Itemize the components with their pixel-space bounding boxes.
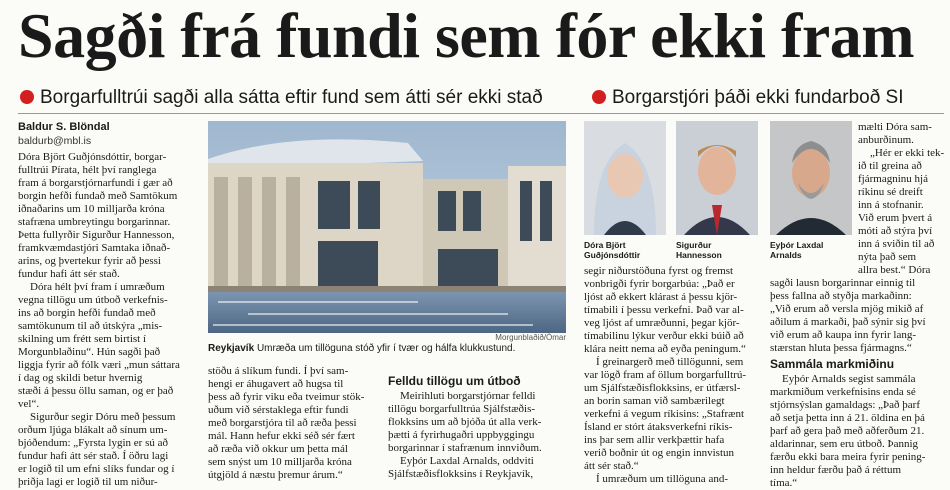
section-heading-2: Sammála markmiðinu [770, 357, 895, 371]
photo-credit: Morgunblaðið/Ómar [495, 333, 566, 342]
portrait-name-line: Dóra Björt [584, 240, 626, 250]
text-line: vel“. [18, 398, 40, 410]
text-line: tímabili í þessu verkefni. Það var al- [584, 304, 744, 316]
article-column-5 [770, 277, 946, 355]
text-line: inn heldur færðu það á réttum [770, 464, 902, 476]
bullet-dot-icon [592, 90, 606, 104]
portrait-caption-eythor [770, 240, 823, 260]
text-line: Meirihluti borgarstjórnar felldi [400, 390, 536, 402]
text-line: þætti á fyrirhugaðri uppbyggingu [388, 429, 535, 441]
text-line: vonbrigði fyrir borgarbúa: „Það er [584, 278, 735, 290]
text-line: þess fallna að styðja markaðinn: [770, 290, 912, 302]
city-hall-photo [208, 121, 566, 333]
subhead-1 [20, 85, 543, 111]
text-line: ríkinu sé dreift [858, 186, 923, 198]
text-line: móti að stýra því [858, 225, 933, 237]
text-line: er logið til um efni slíks fundar og í [18, 463, 175, 475]
text-line: var lögð fram af öllum borgarfulltrú- [584, 369, 746, 381]
text-line: tillögu borgarfulltrúa Sjálfstæðis- [388, 403, 536, 415]
text-line: um Sjálfstæðisflokksins, er útfærsl- [584, 382, 741, 394]
text-line: flokksins um að bjóða út alla verk- [388, 416, 542, 428]
portrait-name-line: Hannesson [676, 250, 722, 260]
caption-text: Umræða um tillöguna stóð yfir í tvær og hálfa klukkustund. [256, 343, 516, 354]
article-column-5b [770, 373, 946, 490]
text-line: borgin hefði fundað með Samtökum [18, 190, 178, 202]
text-line: hengi er áhugavert að hugsa til [208, 378, 344, 390]
article-column-2 [208, 365, 378, 482]
text-line: Í greinargerð með tillögunni, sem [596, 356, 744, 368]
text-line: í dag og skildi betur hvernig [18, 372, 143, 384]
text-line: við erum að kaupa inn fyrir lang- [770, 329, 917, 341]
text-line: arins, og þvertekur fyrir að þessi [18, 255, 161, 267]
text-line: borgarinnar í stafrænum innviðum. [388, 442, 542, 454]
text-line: þarf að gera það með aðferðum 21. [770, 425, 925, 437]
text-line: að setja þetta inn á 21. öldina en þá [770, 412, 925, 424]
portrait-name-line: Eyþór Laxdal [770, 240, 824, 250]
text-line: sagði lausn borgarinnar einnig til [770, 277, 916, 289]
text-line: bjóðendum: „Fyrsta lygin er sú að [18, 437, 169, 449]
text-line: ið til greina að [858, 160, 922, 172]
text-line: verkefni á vegum ríkisins: „Stafrænt [584, 408, 745, 420]
caption-lead: Reykjavík [208, 343, 255, 354]
text-line: framkvæmdastjóri Samtaka iðnað- [18, 242, 171, 254]
portrait-eythor [770, 121, 852, 235]
text-line: ins að borgin hefði fundað með [18, 307, 156, 319]
portrait-name-line: Sigurður [676, 240, 712, 250]
text-line: þriðja lagi er logið til um niður- [18, 476, 158, 488]
text-line: uðum við sérstaklega eftir fundi [208, 404, 349, 416]
text-line: nýta það sem [858, 251, 917, 263]
text-line: vegna tillögu um útboð verkefnis- [18, 294, 168, 306]
text-line: markmiðum verkefnisins enda sé [770, 386, 916, 398]
text-line: Dóra Björt Guðjónsdóttir, borgar- [18, 151, 167, 163]
text-line: fundur hafi átt sér stað. [18, 268, 120, 280]
text-line: stæði á þessu öllu saman, og er það [18, 385, 174, 397]
text-line: sem snýst um 10 milljarða króna [208, 456, 352, 468]
text-line: fram á borgarstjórnarfundi í gær að [18, 177, 173, 189]
portrait-sigurdur [676, 121, 758, 235]
article-column-4 [584, 265, 760, 486]
text-line: með borgarstjóra til að ræða þessi [208, 417, 357, 429]
text-line: Eyþór Arnalds segist sammála [782, 373, 916, 385]
subhead-2-text: Borgarstjóri þáði ekki fundarboð SI [612, 87, 904, 108]
subhead-1-text: Borgarfulltrúi sagði alla sátta eftir fund sem átti sér ekki stað [40, 87, 543, 108]
text-line: þess að fyrir viku eða tveimur stök- [208, 391, 365, 403]
text-line: að ræða við okkur um þetta mál [208, 443, 348, 455]
text-line: Morgunblaðinu“. Hún sagði það [18, 346, 161, 358]
text-line: „Við erum að versla mjög mikið af [770, 303, 924, 315]
byline-email: baldurb@mbl.is [18, 135, 92, 147]
headline: Sagði frá fundi sem fór ekki fram [18, 0, 915, 71]
text-line: aldarinnar, sem eru útboð. Þannig [770, 438, 919, 450]
text-line: stjórnsýslan gamaldags: „Það þarf [770, 399, 920, 411]
portrait-dora [584, 121, 666, 235]
text-line: skilning um frétt sem birtist í [18, 333, 147, 345]
text-line: anburðinum. [858, 134, 914, 146]
text-line: Þetta fullyrðir Sigurður Hannesson, [18, 229, 175, 241]
portrait-name-line: Arnalds [770, 250, 802, 260]
portrait-eythor-image [770, 121, 852, 235]
text-line: Sjálfstæðisflokksins í Reykjavík, [388, 468, 534, 480]
text-line: inn á sviðin til að [858, 238, 935, 250]
text-line: Eyþór Laxdal Arnalds, oddviti [400, 455, 534, 467]
text-line: Ísland er stórt átaksverkefni ríkis- [584, 421, 733, 433]
text-line: liggja fyrir að fólk væri „mun sáttara [18, 359, 180, 371]
article-column-5-top [858, 121, 946, 277]
city-hall-image [208, 121, 566, 333]
text-line: ljóst að ekkert klárast á þessu kjör- [584, 291, 738, 303]
text-line: fulltrúi Pírata, hélt því ranglega [18, 164, 157, 176]
text-line: Í umræðum um tillöguna and- [596, 473, 728, 485]
subhead-2 [592, 85, 904, 111]
article-column-3 [388, 390, 566, 481]
text-line: an borin saman við sambærilegt [584, 395, 725, 407]
text-line: iðnaðarins um 10 milljarða króna [18, 203, 165, 215]
portrait-caption-sigurdur [676, 240, 722, 260]
bullet-dot-icon [20, 90, 34, 104]
text-line: verið boðnir út og engin innvistun [584, 447, 735, 459]
text-line: stöðu á slíkum fundi. Í því sam- [208, 365, 349, 377]
text-line: útgjöld á næstu þremur árum.“ [208, 469, 343, 481]
text-line: Við erum þvert á [858, 212, 933, 224]
portrait-caption-dora [584, 240, 640, 260]
divider [18, 113, 944, 114]
text-line: Dóra hélt því fram í umræðum [30, 281, 165, 293]
text-line: inn á stofnanir. [858, 199, 924, 211]
text-line: færðu ekki bara meira fyrir pening- [770, 451, 926, 463]
text-line: tímabilinu lýkur verður ekki búið að [584, 330, 744, 342]
text-line: klára neitt nema að eyða peningum.“ [584, 343, 746, 355]
article-column-1 [18, 151, 198, 489]
text-line: orðum ljúga blákalt að sínum um- [18, 424, 168, 436]
text-line: átt sér stað.“ [584, 460, 639, 472]
text-line: „Hér er ekki tek- [870, 147, 945, 159]
text-line: stafræna umbreytingu borgarinnar. [18, 216, 171, 228]
byline-name: Baldur S. Blöndal [18, 121, 110, 133]
text-line: tíma.“ [770, 477, 798, 489]
text-line: mál. Hann hefur ekki séð sér fært [208, 430, 355, 442]
text-line: fjármagninu hjá [858, 173, 928, 185]
photo-caption [208, 342, 566, 355]
text-line: allra best.“ Dóra [858, 264, 931, 276]
text-line: samtökunum til að útskýra „mis- [18, 320, 163, 332]
text-line: aðilum á markaði, það sýnir sig því [770, 316, 926, 328]
section-heading-1: Felldu tillögu um útboð [388, 374, 521, 388]
portrait-name-line: Guðjónsdóttir [584, 250, 641, 260]
text-line: stærstan hluta þessa fjármagns.“ [770, 342, 912, 354]
text-line: segir niðurstöðuna fyrst og fremst [584, 265, 734, 277]
text-line: Sigurður segir Dóru með þessum [30, 411, 176, 423]
text-line: ins þar sem allir verkþættir hafa [584, 434, 725, 446]
portrait-dora-image [584, 121, 666, 235]
text-line: mælti Dóra sam- [858, 121, 932, 133]
portrait-sigurdur-image [676, 121, 758, 235]
text-line: fundur hafi átt sér stað. Í öðru lagi [18, 450, 169, 462]
text-line: veg ljóst af umræðunni, þegar kjör- [584, 317, 740, 329]
